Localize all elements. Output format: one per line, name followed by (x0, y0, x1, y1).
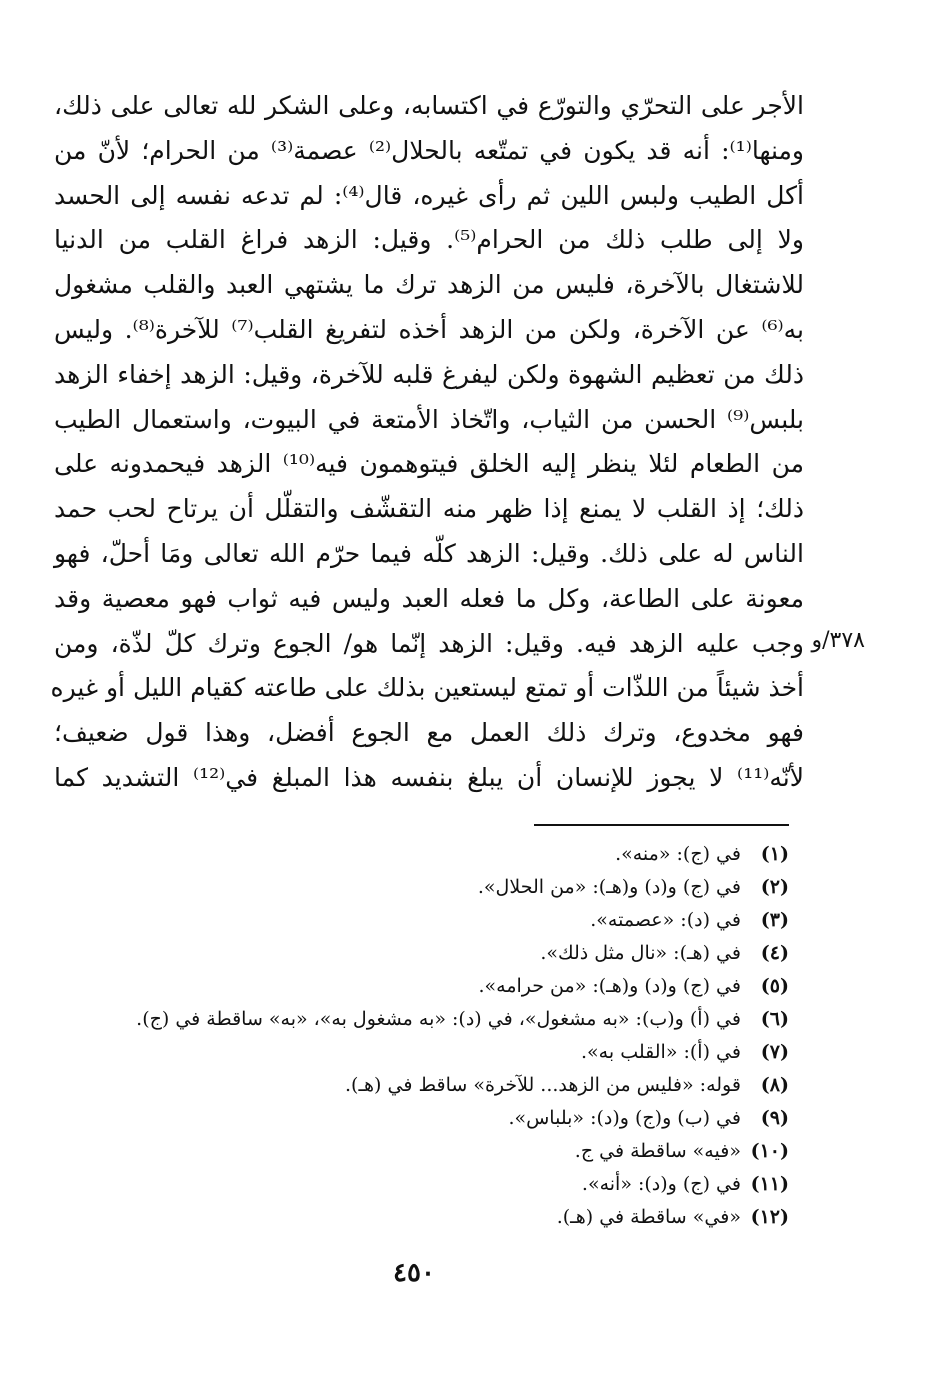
footnote-number: (٨) (760, 1074, 789, 1096)
footnote-number: (٣) (760, 909, 789, 931)
footnote-text: في (ب) و(ج) و(د): «بلباس». (508, 1107, 741, 1129)
text-line: معونة على الطاعة، وكل ما فعله العبد وليس فيه ثواب فهو معصية وقد (54, 583, 804, 613)
text-line: ومنها⁽¹⁾: أنه قد يكون في تمتّعه بالحلال⁽²⁾ عصمة⁽³⁾ من الحرام؛ لأنّ من (54, 135, 804, 165)
footnote (89, 1036, 789, 1069)
footnote-number: (٤) (760, 942, 789, 964)
footnote-number: (٩) (760, 1107, 789, 1129)
footnote-text: في (ج) و(د): «أنه». (581, 1173, 741, 1195)
footnote-text: في (ج): «منه». (615, 843, 741, 865)
text-line: الأجر على التحرّي والتورّع في اكتسابه، وعلى الشكر لله تعالى على ذلك، (54, 91, 804, 120)
footnote-text: في (د): «عصمته». (590, 909, 741, 931)
footnote-number: (٧) (760, 1041, 789, 1063)
text-line: ذلك؛ إذ القلب لا يمنع إذا ظهر منه التقشّف والتقلّل أن يرتاح لحب حمد (54, 494, 804, 524)
footnote-text: «في» ساقطة في (هـ). (556, 1206, 741, 1228)
footnote-number: (٢) (760, 876, 789, 898)
text-line: ذلك من تعظيم الشهوة ولكن ليفرغ قلبه للآخرة، وقيل: الزهد إخفاء الزهد (54, 359, 804, 389)
footnote (89, 1201, 789, 1234)
footnote-divider (534, 824, 789, 826)
footnote-text: في (ج) و(د) و(هـ): «من حرامه». (478, 975, 741, 997)
page-number: ٤٥٠ (393, 1258, 435, 1288)
footnote-number: (١٠) (750, 1140, 789, 1162)
text-line: فهو مخدوع، وترك ذلك العمل مع الجوع أفضل، وهذا قول ضعيف؛ (54, 718, 804, 748)
text-line: من الطعام لئلا ينظر إليه الخلق فيتوهمون فيه⁽¹⁰⁾ الزهد فيحمدونه على (54, 449, 804, 479)
footnote (89, 937, 789, 970)
footnote-text: في (أ) و(ب): «به مشغول»، في (د): «به مشغول به»، «به» ساقطة في (ج). (136, 1008, 741, 1030)
footnote-text: في (أ): «القلب به». (581, 1041, 741, 1063)
footnote (89, 1069, 789, 1102)
text-line: أكل الطيب ولبس اللين ثم رأى غيره، قال⁽⁴⁾: لم تدعه نفسه إلى الحسد (54, 180, 804, 210)
footnote (89, 1102, 789, 1135)
footnote-text: في (هـ): «نال مثل ذلك». (540, 942, 741, 964)
footnote-text: قوله: «فليس من الزهد... للآخرة» ساقط في (هـ). (345, 1074, 741, 1096)
footnote (89, 871, 789, 904)
footnote-number: (١٢) (750, 1206, 789, 1228)
main-text (50, 84, 804, 801)
footnote (89, 1135, 789, 1168)
footnote (89, 1003, 789, 1036)
footnote-text: في (ج) و(د) و(هـ): «من الحلال». (477, 876, 741, 898)
footnote-number: (٦) (760, 1008, 789, 1030)
text-line: الناس له على ذلك. وقيل: الزهد كلّه فيما حرّم الله تعالى ومَا أحلّ، فهو (54, 538, 804, 568)
text-line: أخذ شيئاً من اللذّات أو تمتع ليستعين بذلك على طاعته كقيام الليل أو غيره (50, 673, 804, 703)
manuscript-folio-marker: ٣٧٨/و (811, 628, 865, 653)
footnote (89, 970, 789, 1003)
footnotes-list (89, 838, 789, 1234)
text-line: لأنّه⁽¹¹⁾ لا يجوز للإنسان أن يبلغ بنفسه هذا المبلغ في⁽¹²⁾ التشديد كما (54, 762, 804, 792)
footnote-text: «فيه» ساقطة في ج. (574, 1140, 741, 1162)
footnote-number: (٥) (760, 975, 789, 997)
text-line: به⁽⁶⁾ عن الآخرة، ولكن من الزهد أخذه لتفريغ القلب⁽⁷⁾ للآخرة⁽⁸⁾. وليس (54, 314, 804, 344)
footnote-number: (١) (760, 843, 789, 865)
footnote (89, 1168, 789, 1201)
text-line: ولا إلى طلب ذلك من الحرام⁽⁵⁾. وقيل: الزهد فراغ القلب من الدنيا (54, 225, 804, 255)
text-line: للاشتغال بالآخرة، فليس من الزهد ترك ما يشتهي العبد والقلب مشغول (54, 270, 804, 300)
footnote (89, 838, 789, 871)
footnote-number: (١١) (750, 1173, 789, 1195)
text-line: بلبس⁽⁹⁾ الحسن من الثياب، واتّخاذ الأمتعة في البيوت، واستعمال الطيب (54, 404, 804, 434)
text-line: وجب عليه الزهد فيه. وقيل: الزهد إنّما هو/ الجوع وترك كلّ لذّة، ومن (54, 628, 804, 658)
footnote (89, 904, 789, 937)
